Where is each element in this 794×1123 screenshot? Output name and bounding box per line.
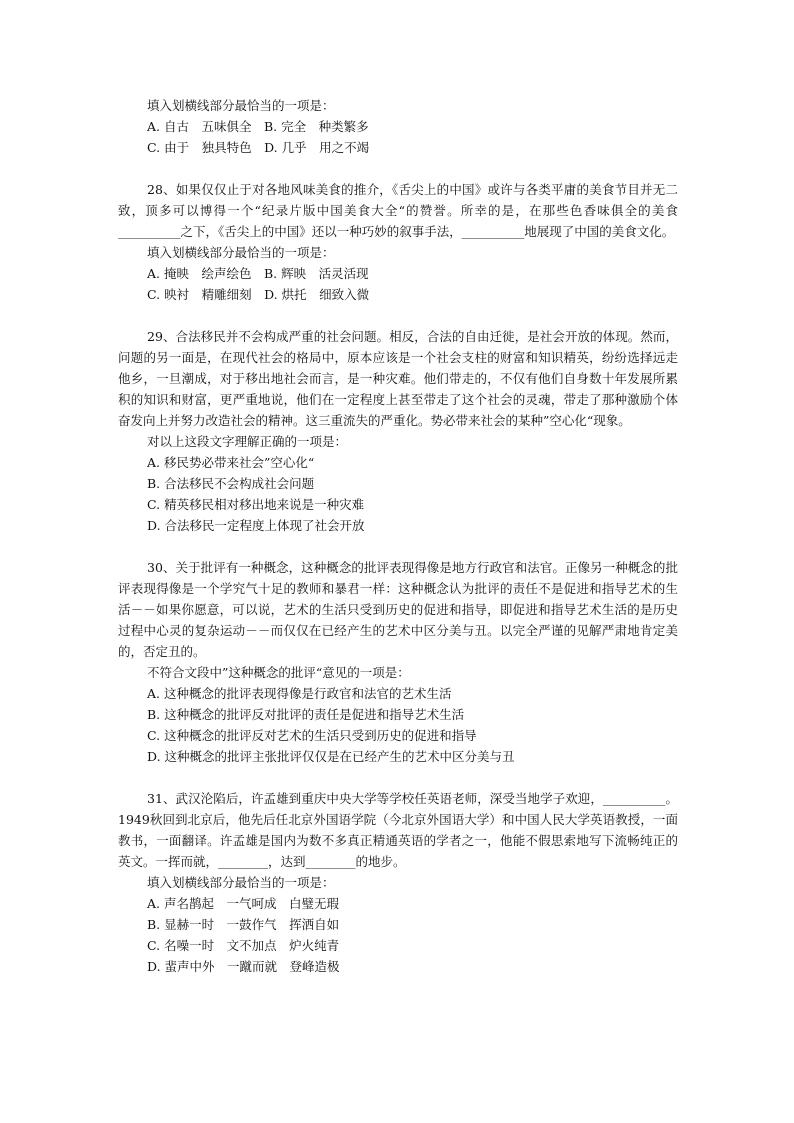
q29-option-d: D. 合法移民一定程度上体现了社会开放 [147, 518, 365, 533]
q31-option-b: B. 显赫一时 一鼓作气 挥洒自如 [147, 917, 340, 932]
q30-option-a: A. 这种概念的批评表现得像是行政官和法官的艺术生活 [147, 686, 452, 701]
q31-option-a: A. 声名鹊起 一气呵成 白璧无瑕 [147, 896, 339, 911]
q28-passage: 28、如果仅仅止于对各地风味美食的推介，《舌尖上的中国》或许与各类平庸的美食节目并无二致，顶多可以博得一个“纪录片版中国美食大全“的赞誉。所幸的是，在那些色香味俱全的美食__________之下，《舌尖上的中国》还以一种巧妙的叙事手法，__________地展现了中国的美食文化。 [118, 182, 678, 239]
q27-option-cd: C. 由于 独具特色 D. 几乎 用之不竭 [147, 140, 370, 155]
q29-option-c: C. 精英移民相对移出地来说是一种灾难 [147, 497, 365, 512]
page-content [118, 95, 678, 977]
q29-prompt: 对以上这段文字理解正确的一项是： [147, 434, 348, 449]
q31-passage: 31、武汉沦陷后，许孟雄到重庆中央大学等学校任英语老师，深受当地学子欢迎，__________。1949秋回到北京后，他先后任北京外国语学院（今北京外国语大学）和中国人民大学英语教授，一面教书，一面翻译。许孟雄是国内为数不多真正精通英语的学者之一，他能不假思索地写下流畅纯正的英文。一挥而就，________，达到________的地步。 [118, 791, 678, 869]
q29-option-a: A. 移民势必带来社会”空心化“ [147, 455, 315, 470]
q28-prompt: 填入划横线部分最恰当的一项是： [147, 245, 335, 260]
q31-prompt: 填入划横线部分最恰当的一项是： [147, 875, 335, 890]
q28-option-ab: A. 掩映 绘声绘色 B. 辉映 活灵活现 [147, 266, 369, 281]
q29-option-b: B. 合法移民不会构成社会问题 [147, 476, 315, 491]
q30-prompt: 不符合文段中”这种概念的批评“意见的一项是： [147, 665, 410, 680]
q30-option-c: C. 这种概念的批评反对艺术的生活只受到历史的促进和指导 [147, 728, 477, 743]
q29-passage: 29、合法移民并不会构成严重的社会问题。相反，合法的自由迁徙，是社会开放的体现。然而，问题的另一面是，在现代社会的格局中，原本应该是一个社会支柱的财富和知识精英，纷纷选择远走他乡，一旦潮成，对于移出地社会而言，是一种灾难。他们带走的，不仅有他们自身数十年发展所累积的知识和财富，更严重地说，他们在一定程度上甚至带走了这个社会的灵魂，带走了那种激励个体奋发向上并努力改造社会的精神。这三重流失的严重化。势必带来社会的某种”空心化“现象。 [118, 329, 678, 428]
q27-prompt: 填入划横线部分最恰当的一项是： [147, 98, 335, 113]
q30-option-b: B. 这种概念的批评反对批评的责任是促进和指导艺术生活 [147, 707, 465, 722]
q31-option-d: D. 蜚声中外 一蹴而就 登峰造极 [147, 959, 340, 974]
q31-option-c: C. 名噪一时 文不加点 炉火纯青 [147, 938, 340, 953]
q28-option-cd: C. 映衬 精雕细刻 D. 烘托 细致入微 [147, 287, 370, 302]
q27-option-ab: A. 自古 五味俱全 B. 完全 种类繁多 [147, 119, 369, 134]
q30-passage: 30、关于批评有一种概念，这种概念的批评表现得像是地方行政官和法官。正像另一种概念的批评表现得像是一个学究气十足的教师和暴君一样：这种概念认为批评的责任不是促进和指导艺术的生活－－如果你愿意，可以说，艺术的生活只受到历史的促进和指导，即促进和指导艺术生活的是历史过程中心灵的复杂运动－－而仅仅在已经产生的艺术中区分美与丑。以完全严谨的见解严肃地肯定美的，否定丑的。 [118, 560, 678, 659]
q30-option-d: D. 这种概念的批评主张批评仅仅是在已经产生的艺术中区分美与丑 [147, 749, 515, 764]
